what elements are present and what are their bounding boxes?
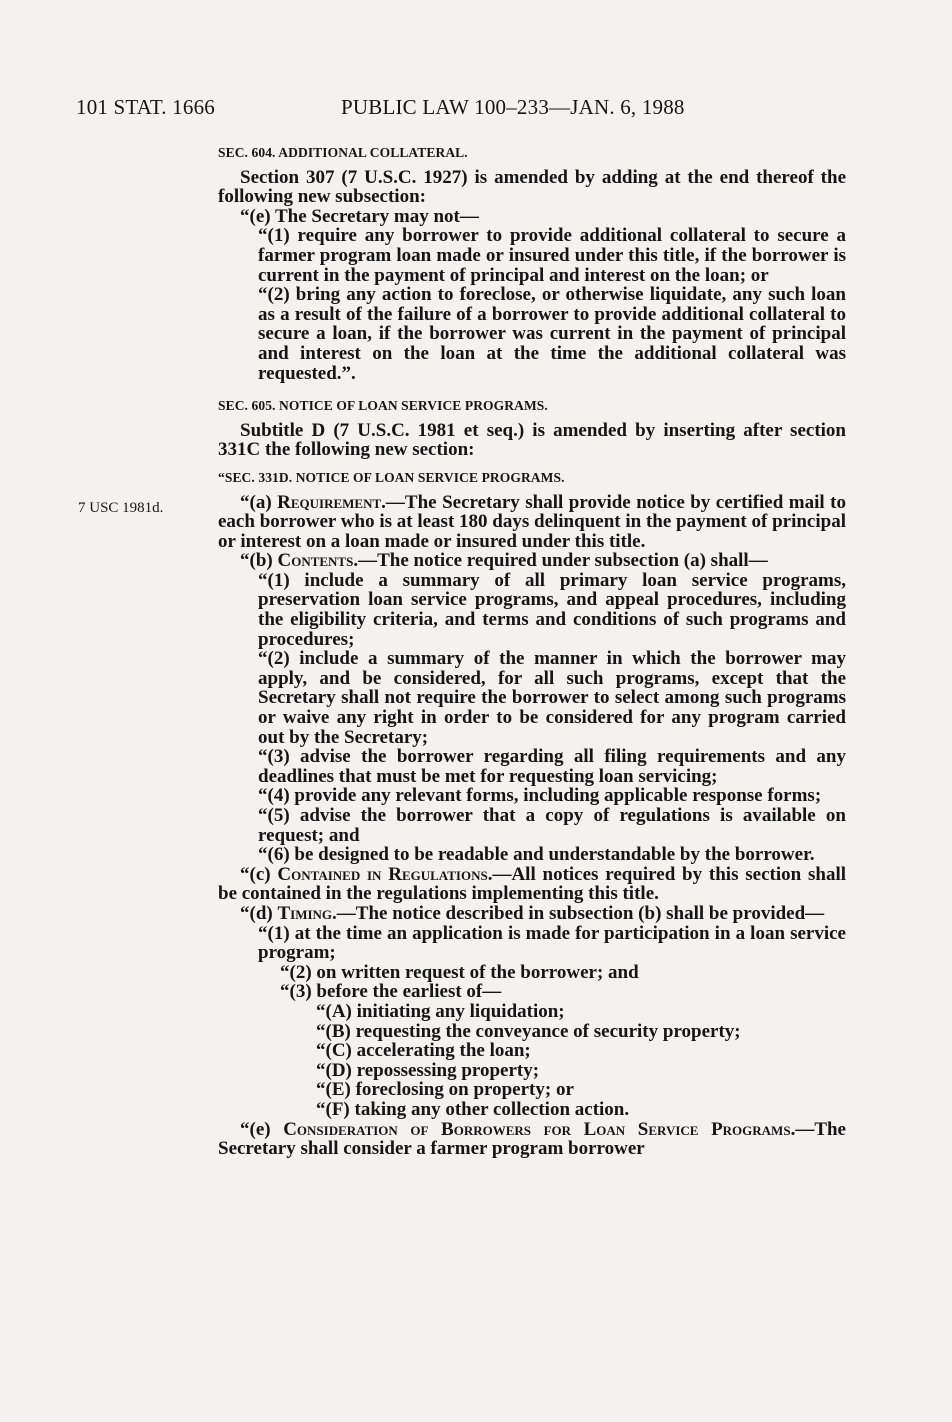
section-604-heading: SEC. 604. ADDITIONAL COLLATERAL. [218, 145, 468, 160]
subsection-b-6: “(6) be designed to be readable and understandable by the borrower. [258, 844, 815, 866]
subsection-c-text: All notices required by this section shall be contained in the regulations implementing this title. [218, 863, 846, 905]
subsection-d-3-e: “(E) foreclosing on property; or [316, 1079, 574, 1101]
subsection-a: “(a) Requirement.—The Secretary shall provide notice by certified mail to each borrower who is at least 180 days delinquent in the payment of principal or interest on a loan made or insured under this title. [218, 491, 846, 552]
subsection-d-1: “(1) at the time an application is made for participation in a loan service program; [258, 922, 846, 964]
subsection-d-3-d: “(D) repossessing property; [316, 1059, 540, 1081]
section-605-heading: SEC. 605. NOTICE OF LOAN SERVICE PROGRAMS. [218, 398, 548, 414]
subsection-d-3-f: “(F) taking any other collection action. [316, 1098, 630, 1120]
subsection-e-text: The Secretary shall consider a farmer program borrower [218, 1118, 846, 1160]
subsection-d-2: “(2) on written request of the borrower; and [280, 961, 639, 983]
subsection-b: “(b) Contents.—The notice required under subsection (a) shall— [240, 550, 768, 572]
subsection-a-label: Requirement [277, 491, 382, 513]
subsection-b-2: “(2) include a summary of the manner in which the borrower may apply, and be considered, for all such programs, except that the Secretary shall not require the borrower to select among such programs or waive any right in order to be considered for any program carried out by the Secretary; [258, 648, 846, 748]
subsection-d-3-b: “(B) requesting the conveyance of security property; [316, 1020, 741, 1042]
section-604-intro: Section 307 (7 U.S.C. 1927) is amended by adding at the end thereof the following new subsection: [218, 166, 846, 208]
paragraph-2: “(2) bring any action to foreclose, or otherwise liquidate, any such loan as a result of the failure of a borrower to provide additional collateral to secure a loan, if the borrower was current in the payment of principal and interest on the loan at the time the additional collateral was requested.”. [258, 284, 846, 384]
document-body [218, 143, 846, 1159]
subsection-c-label: Contained in Regulations [277, 863, 488, 885]
section-605-intro: Subtitle D (7 U.S.C. 1981 et seq.) is amended by inserting after section 331C the following new section: [218, 419, 846, 461]
subsection-b-label: Contents [277, 550, 354, 572]
subsection-d-label: Timing [277, 902, 333, 924]
subsection-d: “(d) Timing.—The notice described in subsection (b) shall be provided— [240, 902, 825, 924]
margin-note: 7 USC 1981d. [78, 500, 164, 516]
subsection-c: “(c) Contained in Regulations.—All notices required by this section shall be contained in the regulations implementing this title. [218, 863, 846, 905]
subsection-b-3: “(3) advise the borrower regarding all filing requirements and any deadlines that must be met for requesting loan servicing; [258, 746, 846, 787]
subsection-e-intro: “(e) The Secretary may not— [240, 205, 479, 227]
subsection-d-3-c: “(C) accelerating the loan; [316, 1040, 531, 1062]
subsection-e: “(e) Consideration of Borrowers for Loan Service Programs.—The Secretary shall consider a farmer program borrower [218, 1118, 846, 1160]
public-law-title: PUBLIC LAW 100–233—JAN. 6, 1988 [341, 95, 685, 119]
subsection-d-text: The notice described in subsection (b) shall be provided— [355, 902, 825, 924]
subsection-b-1: “(1) include a summary of all primary loan service programs, preservation loan service programs, and appeal procedures, including the eligibility criteria, and terms and conditions of such programs and procedures; [258, 569, 846, 650]
subsection-d-3: “(3) before the earliest of— [280, 981, 502, 1003]
paragraph-1: “(1) require any borrower to provide additional collateral to secure a farmer program loan made or insured under this title, if the borrower is current in the payment of principal and interest on the loan; or [258, 225, 846, 286]
subsection-b-text: The notice required under subsection (a) shall— [377, 550, 768, 572]
statute-citation: 101 STAT. 1666 [76, 95, 215, 119]
subsection-b-4: “(4) provide any relevant forms, including applicable response forms; [258, 785, 822, 807]
subsection-e-label: Consideration of Borrowers for Loan Service Programs [283, 1118, 791, 1140]
section-331d-heading: “SEC. 331D. NOTICE OF LOAN SERVICE PROGRAMS. [218, 469, 565, 485]
subsection-a-text: The Secretary shall provide notice by certified mail to each borrower who is at least 180 days delinquent in the payment of principal or interest on a loan made or insured under this title. [218, 491, 846, 552]
subsection-b-5: “(5) advise the borrower that a copy of regulations is available on request; and [258, 805, 846, 846]
subsection-d-3-a: “(A) initiating any liquidation; [316, 1000, 565, 1022]
